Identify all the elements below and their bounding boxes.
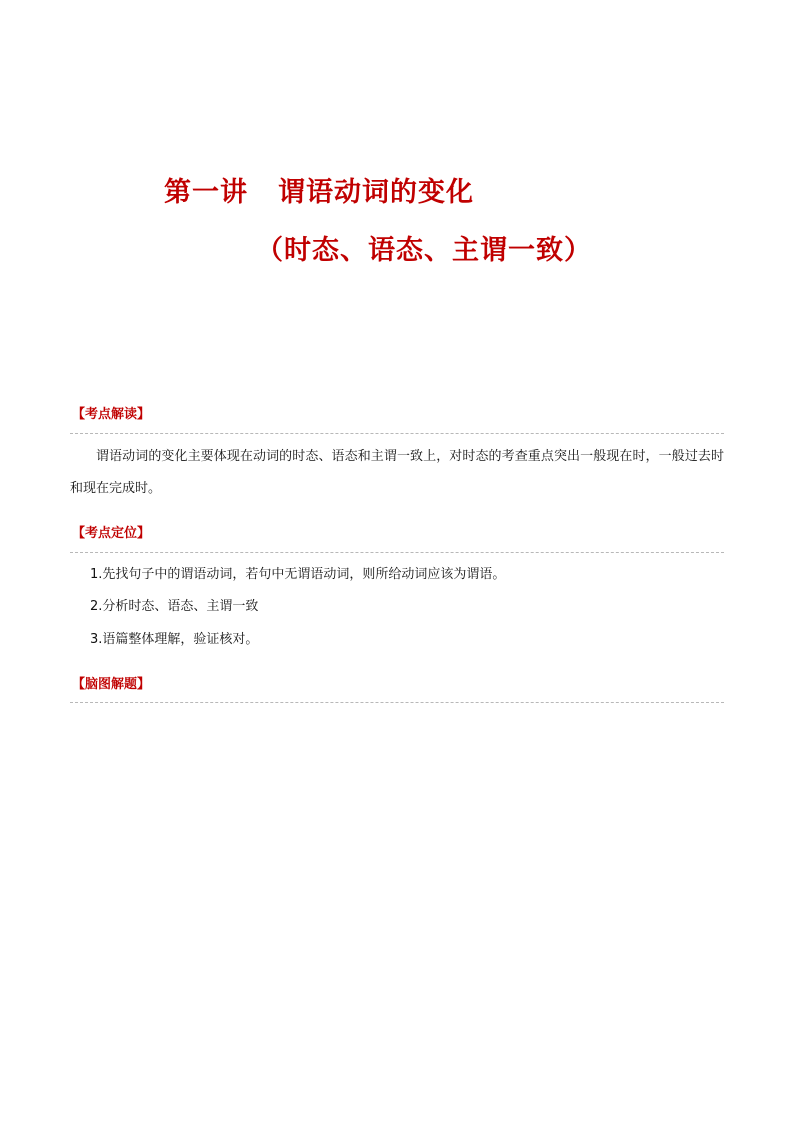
lecture-subtitle: （时态、语态、主谓一致）	[256, 235, 592, 266]
section-divider	[70, 552, 724, 553]
section-heading-positioning: 【考点定位】	[72, 526, 151, 541]
list-item: 1.先找句子中的谓语动词，若句中无谓语动词，则所给动词应该为谓语。	[90, 567, 506, 582]
list-item: 2.分析时态、语态、主谓一致	[90, 599, 259, 614]
section-heading-interpretation: 【考点解读】	[72, 407, 151, 422]
list-item: 3.语篇整体理解，验证核对。	[90, 632, 259, 647]
lecture-topic: 谓语动词的变化	[278, 177, 474, 208]
section-heading-mindmap: 【脑图解题】	[72, 677, 151, 692]
interpretation-paragraph: 谓语动词的变化主要体现在动词的时态、语态和主谓一致上，对时态的考查重点突出一般现在时，一般过去时和现在完成时。	[70, 449, 724, 496]
section-divider	[70, 433, 724, 434]
lecture-number: 第一讲	[164, 177, 248, 208]
lecture-title	[164, 176, 474, 210]
section-divider	[70, 702, 724, 703]
